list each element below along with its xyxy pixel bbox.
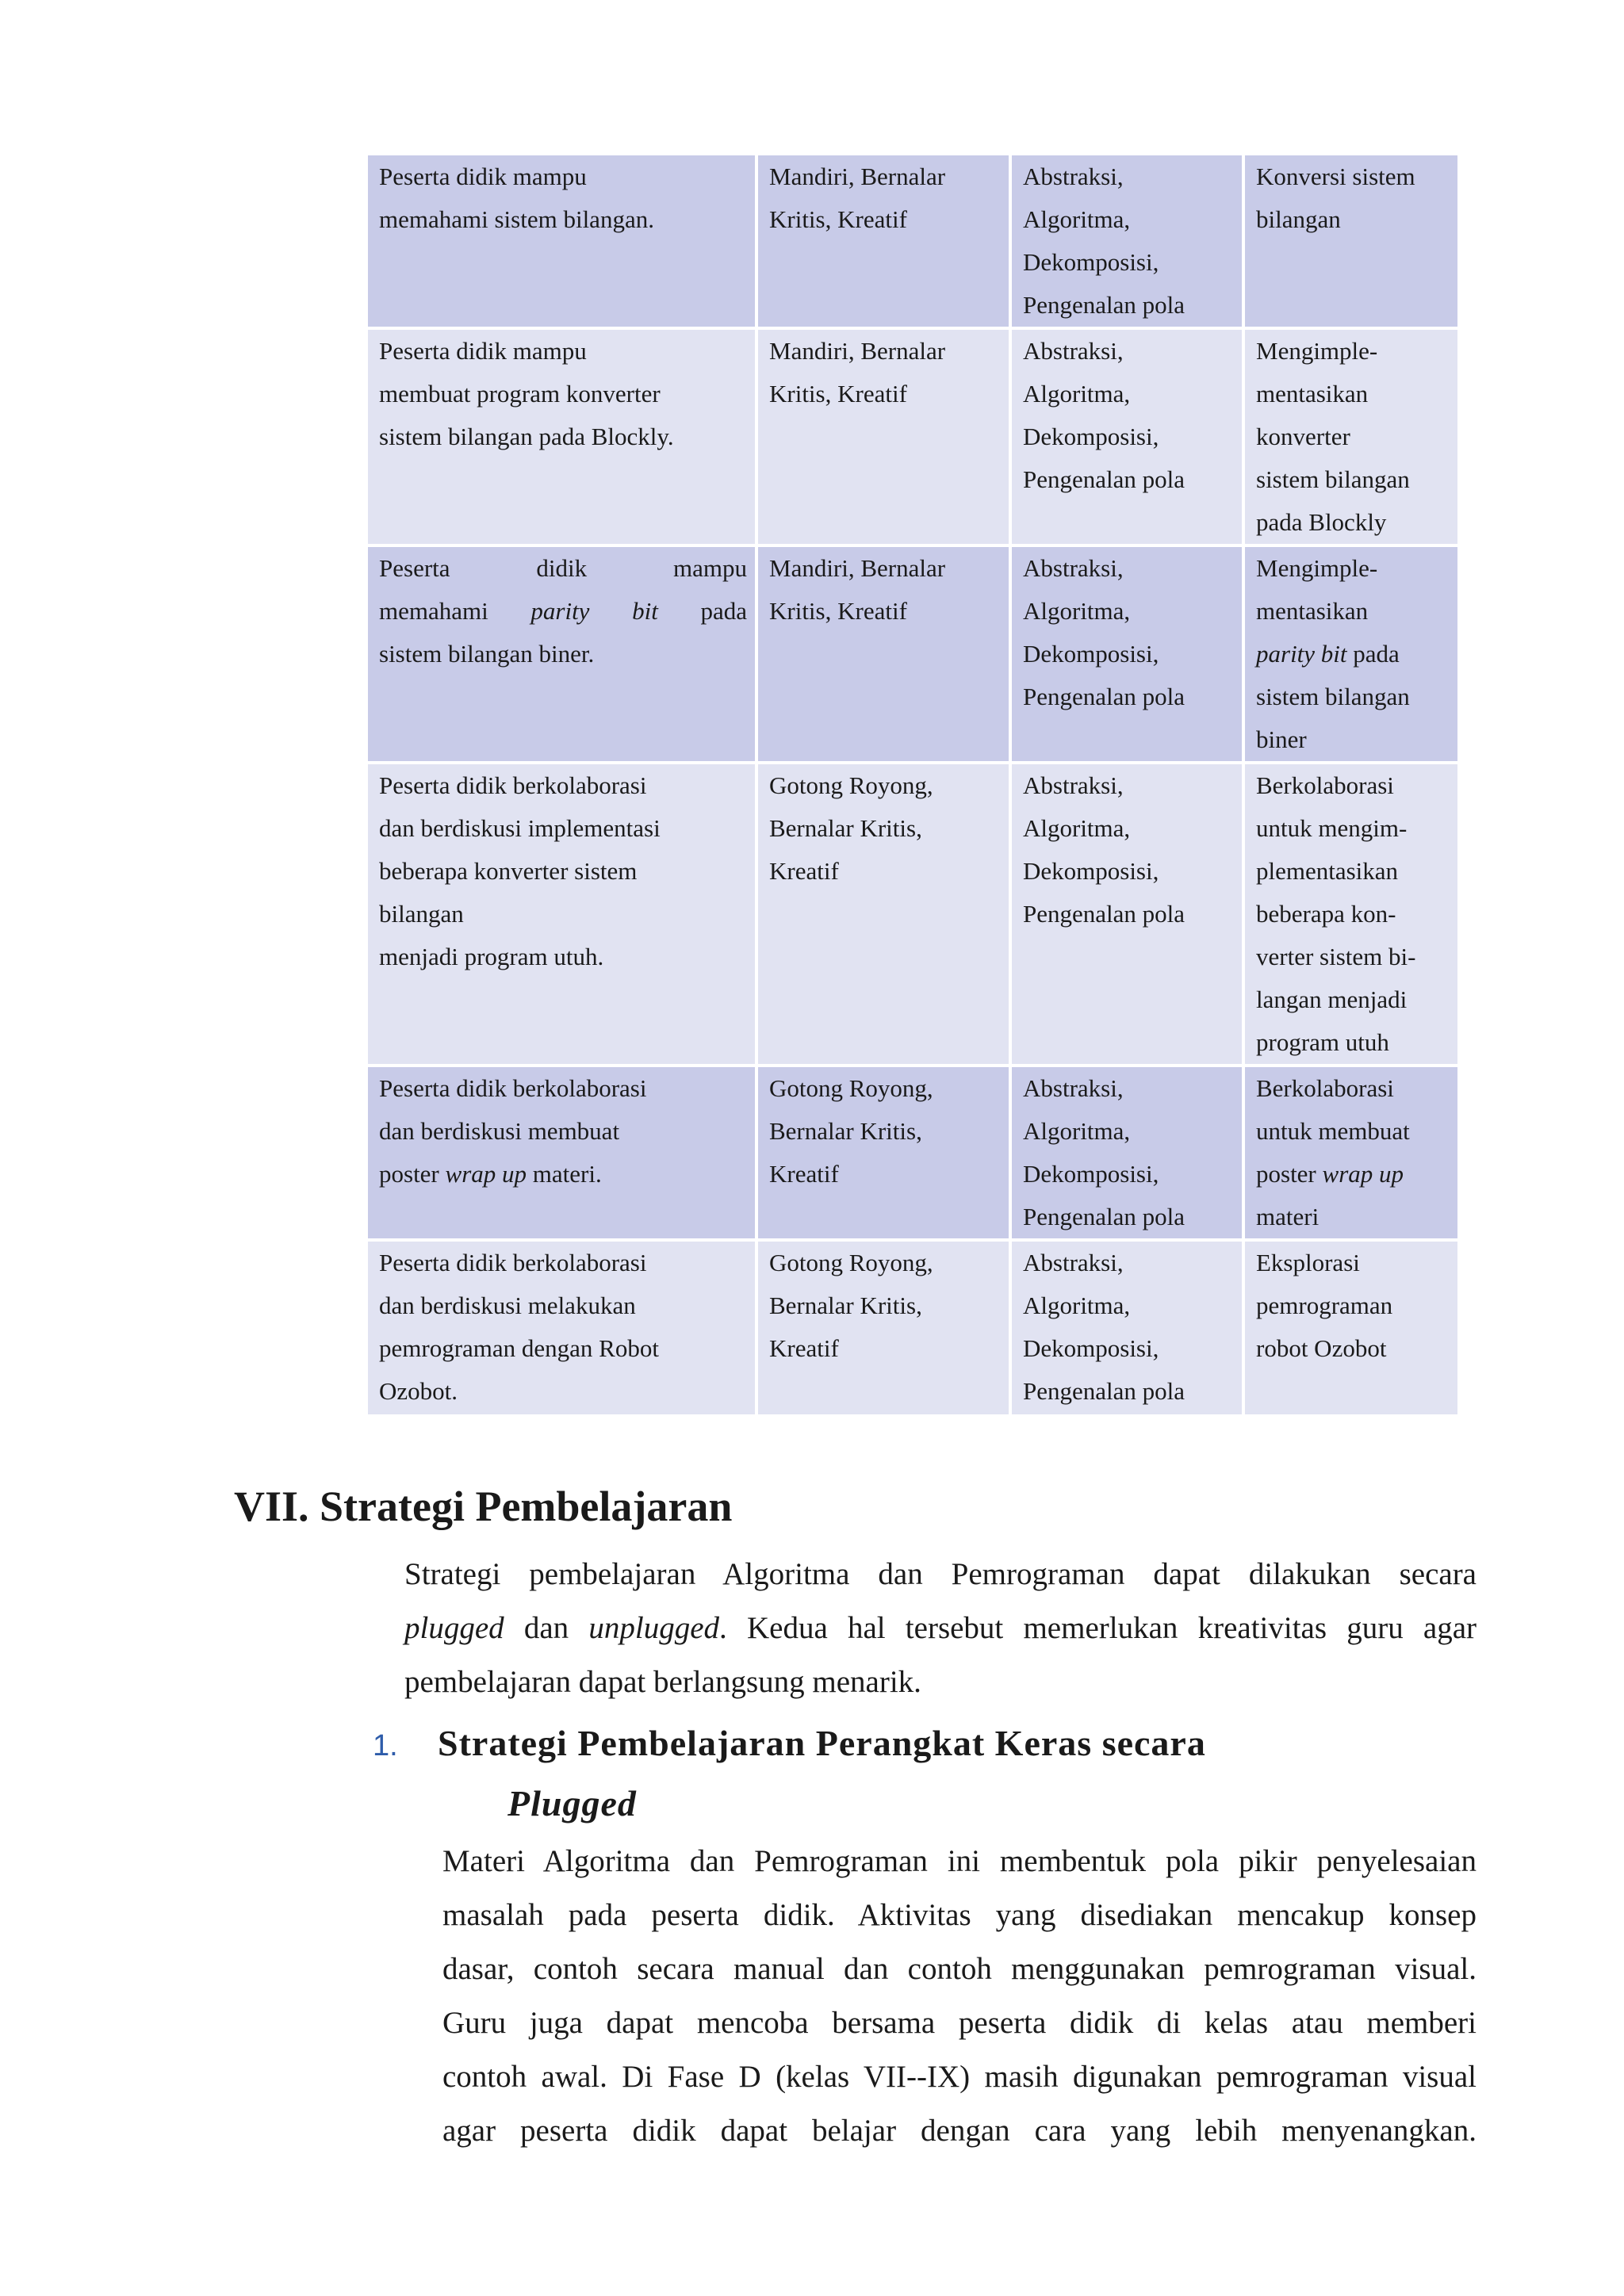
objective-cell: Peserta didik berkolaborasi dan berdiskusi melakukan pemrograman dengan Robot Ozobot. [368, 1240, 756, 1416]
subsection-title: Strategi Pembelajaran Perangkat Keras secara [438, 1723, 1206, 1763]
activity-cell: Konversi sistem bilangan [1243, 155, 1457, 328]
subsection-number: 1. [373, 1729, 398, 1762]
profile-cell: Gotong Royong, Bernalar Kritis, Kreatif [756, 1240, 1010, 1416]
objective-cell: Peserta didik mampu memahami sistem bilangan. [368, 155, 756, 328]
profile-cell: Mandiri, Bernalar Kritis, Kreatif [756, 328, 1010, 545]
ct-skills-cell: Abstraksi, Algoritma, Dekomposisi, Pengenalan pola [1010, 1066, 1243, 1240]
profile-cell: Mandiri, Bernalar Kritis, Kreatif [756, 545, 1010, 763]
strategy-intro-paragraph: Strategi pembelajaran Algoritma dan Pemrograman dapat dilakukan secara plugged dan unplugged. Kedua hal tersebut memerlukan kreativitas guru agar pembelajaran dapat berlangsung menarik. [404, 1557, 1477, 1699]
ct-skills-cell: Abstraksi, Algoritma, Dekomposisi, Pengenalan pola [1010, 1240, 1243, 1416]
objective-cell: Peserta didik berkolaborasi dan berdiskusi membuat poster wrap up materi. [368, 1066, 756, 1240]
learning-objectives-table [368, 155, 1457, 1418]
activity-cell: Mengimple- mentasikan parity bit pada sistem bilangan biner [1243, 545, 1457, 763]
subsection-title-continued: Plugged [508, 1783, 637, 1823]
profile-cell: Gotong Royong, Bernalar Kritis, Kreatif [756, 763, 1010, 1066]
activity-cell: Eksplorasi pemrograman robot Ozobot [1243, 1240, 1457, 1416]
ct-skills-cell: Abstraksi, Algoritma, Dekomposisi, Pengenalan pola [1010, 763, 1243, 1066]
ct-skills-cell: Abstraksi, Algoritma, Dekomposisi, Pengenalan pola [1010, 155, 1243, 328]
objective-cell: Peserta didik berkolaborasi dan berdiskusi implementasi beberapa konverter sistem bilangan menjadi program utuh. [368, 763, 756, 1066]
table-row [368, 545, 1457, 763]
ct-skills-cell: Abstraksi, Algoritma, Dekomposisi, Pengenalan pola [1010, 545, 1243, 763]
profile-cell: Gotong Royong, Bernalar Kritis, Kreatif [756, 1066, 1010, 1240]
section-title: VII. Strategi Pembelajaran [234, 1483, 733, 1530]
plugged-strategy-paragraph: Materi Algoritma dan Pemrograman ini membentuk pola pikir penyelesaian masalah pada peserta didik. Aktivitas yang disediakan mencakup konsep dasar, contoh secara manual dan contoh menggunakan pemrograman visual. Guru juga dapat mencoba bersama peserta didik di kelas atau memberi contoh awal. Di Fase D (kelas VII--IX) masih digunakan pemrograman visual agar peserta didik dapat belajar dengan cara yang lebih menyenangkan. [442, 1844, 1477, 2148]
ct-skills-cell: Abstraksi, Algoritma, Dekomposisi, Pengenalan pola [1010, 328, 1243, 545]
table-row [368, 1240, 1457, 1416]
table-row [368, 155, 1457, 328]
objective-cell: Peserta didik mampu membuat program konverter sistem bilangan pada Blockly. [368, 328, 756, 545]
objective-cell: Peserta didik mampu memahami parity bit pada sistem bilangan biner. [368, 545, 756, 763]
table-row [368, 1066, 1457, 1240]
activity-cell: Berkolaborasi untuk membuat poster wrap up materi [1243, 1066, 1457, 1240]
activity-cell: Berkolaborasi untuk mengim- plementasikan beberapa kon- verter sistem bi- langan menjadi program utuh [1243, 763, 1457, 1066]
table-row [368, 328, 1457, 545]
profile-cell: Mandiri, Bernalar Kritis, Kreatif [756, 155, 1010, 328]
table-row [368, 763, 1457, 1066]
activity-cell: Mengimple- mentasikan konverter sistem bilangan pada Blockly [1243, 328, 1457, 545]
